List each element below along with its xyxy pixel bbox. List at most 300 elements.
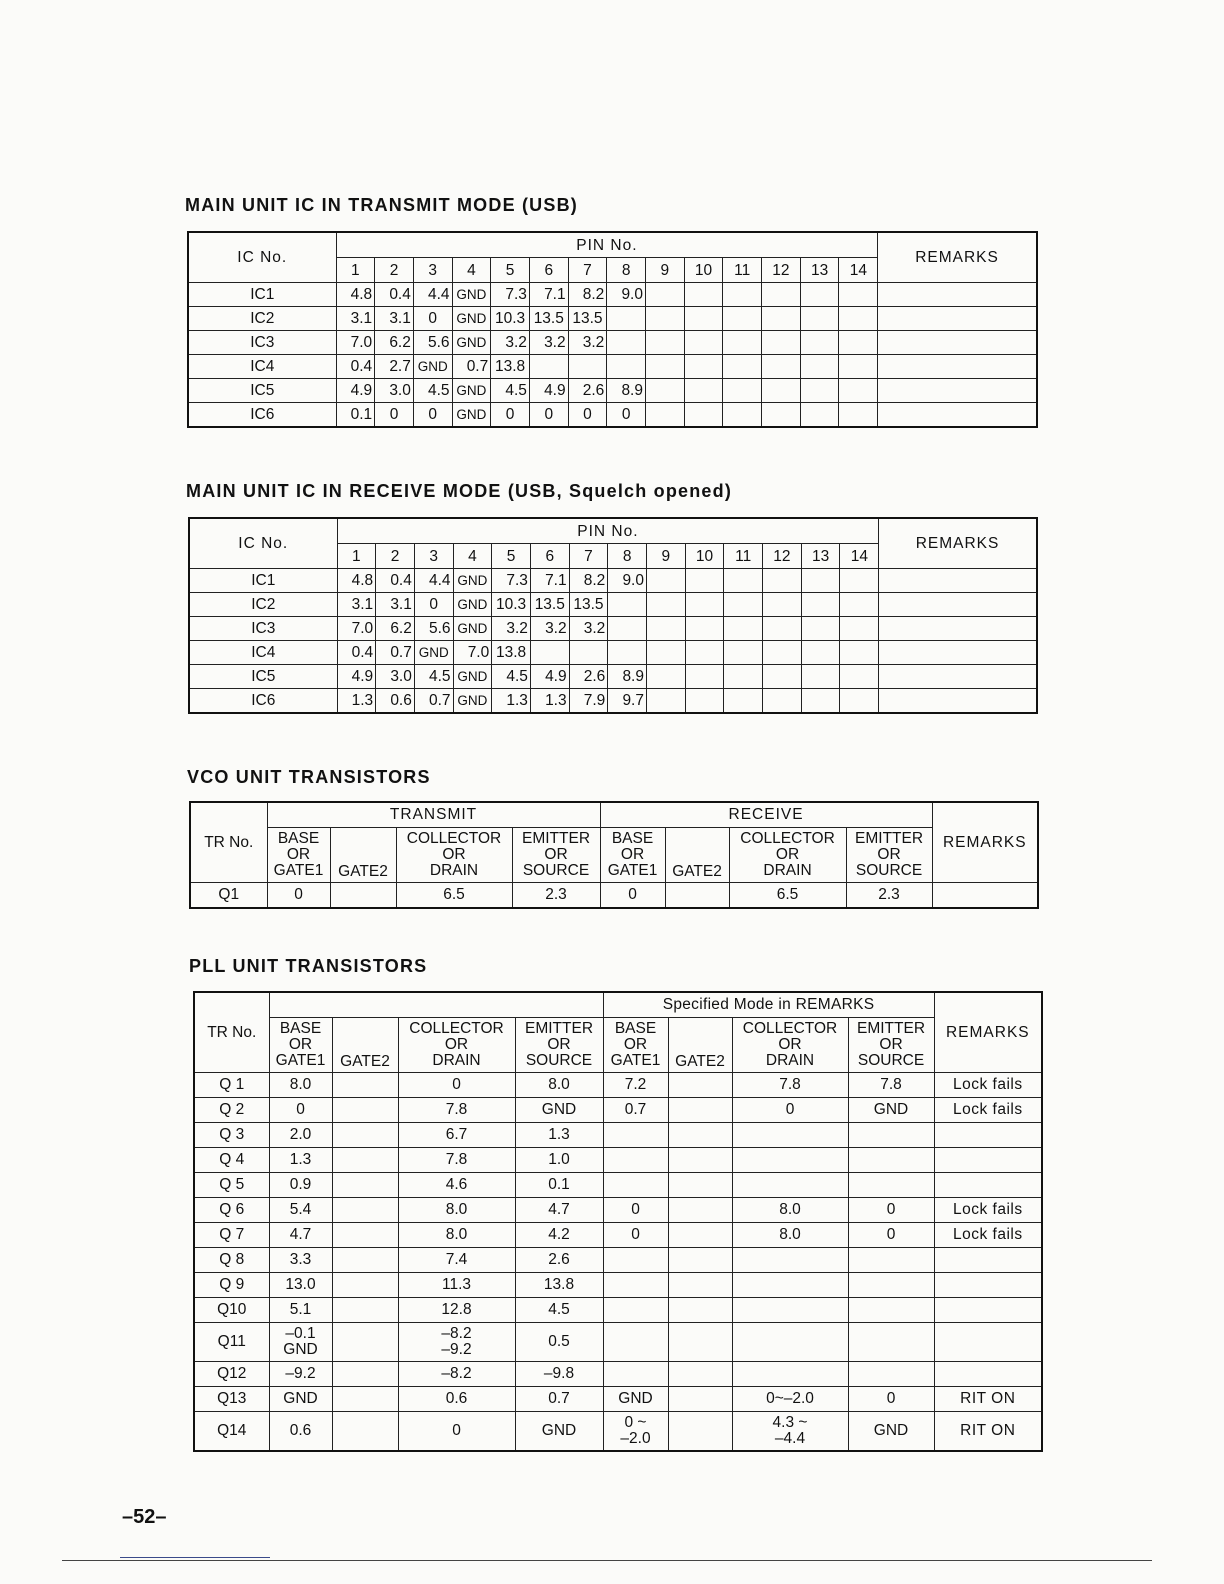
pin-value: 0 bbox=[375, 403, 414, 428]
rx-table-title: MAIN UNIT IC IN RECEIVE MODE (USB, Squelch opened) bbox=[186, 481, 733, 501]
pin-value bbox=[646, 307, 685, 331]
pin-value bbox=[685, 689, 724, 714]
pin-value: 3.2 bbox=[568, 331, 607, 355]
value-cell bbox=[332, 1173, 398, 1198]
pin-value: 10.3 bbox=[492, 593, 531, 617]
pin-value: 6.2 bbox=[375, 331, 414, 355]
pin-value: GND bbox=[453, 689, 492, 714]
tr-number: Q 5 bbox=[194, 1173, 269, 1198]
base-or-gate1-header-line: BASE bbox=[611, 830, 654, 847]
pin-value: 0 bbox=[568, 403, 607, 428]
value-cell: 0 bbox=[267, 883, 330, 909]
table-row bbox=[188, 379, 1037, 403]
value-cell bbox=[668, 1298, 732, 1323]
value-cell bbox=[732, 1148, 848, 1173]
base-or-gate1-header bbox=[603, 1018, 668, 1073]
value-cell bbox=[668, 1412, 732, 1452]
pin-value: 0.4 bbox=[336, 355, 375, 379]
emitter-or-source-header bbox=[512, 828, 600, 883]
pin-number: 14 bbox=[840, 544, 879, 569]
emitter-or-source-header-line: OR bbox=[547, 1036, 571, 1053]
ic-number: IC1 bbox=[189, 569, 337, 593]
pin-value: 4.4 bbox=[414, 569, 453, 593]
pin-value: 13.5 bbox=[568, 307, 607, 331]
collector-or-drain-header-line: OR bbox=[778, 1036, 802, 1053]
pin-value: 10.3 bbox=[491, 307, 530, 331]
pin-value bbox=[607, 307, 646, 331]
pin-value bbox=[762, 307, 801, 331]
pin-value bbox=[569, 641, 608, 665]
pin-value: 3.1 bbox=[375, 307, 414, 331]
pin-value: 7.9 bbox=[569, 689, 608, 714]
pin-value bbox=[684, 331, 723, 355]
remarks-cell bbox=[934, 1362, 1042, 1387]
pin-value bbox=[647, 569, 686, 593]
base-or-gate1-header-line: OR bbox=[288, 1036, 313, 1053]
value-cell: 8.0 bbox=[732, 1198, 848, 1223]
pin-value bbox=[723, 355, 762, 379]
table-row bbox=[194, 1073, 1042, 1098]
value-cell bbox=[332, 1387, 398, 1412]
pin-value: 4.9 bbox=[336, 379, 375, 403]
value-cell: 7.8 bbox=[848, 1073, 934, 1098]
pin-value bbox=[762, 331, 801, 355]
emitter-or-source-header-line: EMITTER bbox=[522, 830, 591, 847]
pin-value: GND bbox=[453, 665, 492, 689]
pin-value: 0 bbox=[491, 403, 530, 428]
pin-value: 13.5 bbox=[569, 593, 608, 617]
value-cell bbox=[603, 1148, 668, 1173]
table-row bbox=[194, 1298, 1042, 1323]
pin-value: 3.2 bbox=[491, 331, 530, 355]
pin-value: 7.3 bbox=[491, 283, 530, 307]
pin-value bbox=[801, 593, 840, 617]
pin-value: 5.6 bbox=[414, 617, 453, 641]
tr-number: Q10 bbox=[194, 1298, 269, 1323]
pin-value bbox=[762, 379, 801, 403]
value-cell: 4.2 bbox=[515, 1223, 603, 1248]
remarks-cell bbox=[878, 307, 1037, 331]
value-cell: 1.3 bbox=[515, 1123, 603, 1148]
pin-value bbox=[685, 593, 724, 617]
value-cell: 4.3 ~ –4.4 bbox=[732, 1412, 848, 1452]
value-cell: 8.0 bbox=[398, 1223, 515, 1248]
tr-number: Q 3 bbox=[194, 1123, 269, 1148]
pin-value: 2.6 bbox=[568, 379, 607, 403]
ic-number: IC3 bbox=[189, 617, 337, 641]
pin-value: 0.7 bbox=[376, 641, 415, 665]
collector-or-drain-header-line: OR bbox=[444, 1036, 469, 1053]
pin-value: 8.2 bbox=[569, 569, 608, 593]
column-header-row bbox=[190, 828, 1038, 883]
table-row bbox=[194, 1387, 1042, 1412]
pin-number: 8 bbox=[607, 258, 646, 283]
pin-number: 13 bbox=[800, 258, 839, 283]
pin-value: 3.1 bbox=[336, 307, 375, 331]
pin-value bbox=[763, 641, 802, 665]
collector-or-drain-header bbox=[732, 1018, 848, 1073]
pin-value bbox=[608, 641, 647, 665]
remarks-cell: Lock fails bbox=[934, 1223, 1042, 1248]
tr-number: Q 8 bbox=[194, 1248, 269, 1273]
tr-number: Q 7 bbox=[194, 1223, 269, 1248]
pin-value bbox=[724, 569, 763, 593]
pin-value: 3.1 bbox=[376, 593, 415, 617]
pin-value: 2.6 bbox=[569, 665, 608, 689]
emitter-or-source-header-line: OR bbox=[879, 1036, 903, 1053]
value-cell bbox=[668, 1387, 732, 1412]
value-cell: 0.6 bbox=[269, 1412, 332, 1452]
value-cell bbox=[732, 1362, 848, 1387]
value-cell: 0 bbox=[398, 1073, 515, 1098]
remarks-cell bbox=[878, 379, 1037, 403]
pin-value bbox=[763, 593, 802, 617]
collector-or-drain-header-line: COLLECTOR bbox=[409, 1020, 504, 1037]
pin-value: 9.0 bbox=[607, 283, 646, 307]
value-cell bbox=[332, 1148, 398, 1173]
vco-table-title: VCO UNIT TRANSISTORS bbox=[187, 767, 431, 787]
value-cell bbox=[332, 1123, 398, 1148]
pin-value: GND bbox=[413, 355, 452, 379]
pin-value bbox=[684, 379, 723, 403]
pin-value bbox=[800, 379, 839, 403]
base-or-gate1-header-line: GATE1 bbox=[273, 862, 324, 879]
pin-value: 1.3 bbox=[530, 689, 569, 714]
collector-or-drain-header bbox=[396, 828, 512, 883]
pin-number: 14 bbox=[839, 258, 878, 283]
pin-value bbox=[724, 617, 763, 641]
value-cell: 0.6 bbox=[398, 1387, 515, 1412]
ic-number: IC1 bbox=[188, 283, 336, 307]
header-row bbox=[189, 518, 1037, 544]
base-or-gate1-header bbox=[269, 1018, 332, 1073]
pin-value bbox=[800, 403, 839, 428]
base-or-gate1-header bbox=[600, 828, 665, 883]
pin-value: 4.5 bbox=[414, 665, 453, 689]
table-row bbox=[194, 1323, 1042, 1362]
pin-value: 7.1 bbox=[530, 569, 569, 593]
value-cell: 7.8 bbox=[398, 1148, 515, 1173]
value-cell bbox=[332, 1412, 398, 1452]
pll-transistor-table bbox=[193, 991, 1043, 1452]
value-cell: 0 bbox=[398, 1412, 515, 1452]
pin-value bbox=[801, 689, 840, 714]
pin-number: 12 bbox=[763, 544, 802, 569]
pin-value bbox=[646, 403, 685, 428]
pin-number: 13 bbox=[801, 544, 840, 569]
pin-number: 12 bbox=[762, 258, 801, 283]
ic-number: IC2 bbox=[189, 593, 337, 617]
table-row bbox=[194, 1098, 1042, 1123]
value-cell bbox=[332, 1248, 398, 1273]
remarks-cell bbox=[878, 355, 1037, 379]
value-cell: 4.5 bbox=[515, 1298, 603, 1323]
pin-value bbox=[724, 665, 763, 689]
value-cell bbox=[332, 1362, 398, 1387]
pin-value bbox=[840, 617, 879, 641]
pin-value bbox=[684, 355, 723, 379]
emitter-or-source-header-line: SOURCE bbox=[525, 1052, 593, 1069]
pin-value: 4.9 bbox=[530, 665, 569, 689]
pin-number: 10 bbox=[684, 258, 723, 283]
emitter-or-source-header-line: EMITTER bbox=[855, 830, 924, 847]
pin-value: 0 bbox=[413, 307, 452, 331]
pin-value: 0 bbox=[414, 593, 453, 617]
pin-number: 2 bbox=[375, 258, 414, 283]
pin-value: 4.8 bbox=[336, 283, 375, 307]
pin-value bbox=[607, 331, 646, 355]
pin-value bbox=[763, 617, 802, 641]
pin-value: 1.3 bbox=[337, 689, 376, 714]
pin-value bbox=[646, 283, 685, 307]
value-cell bbox=[668, 1223, 732, 1248]
pin-value: 0.1 bbox=[336, 403, 375, 428]
pin-value bbox=[685, 665, 724, 689]
pin-value: 1.3 bbox=[492, 689, 531, 714]
pin-value: 13.5 bbox=[529, 307, 568, 331]
value-cell bbox=[668, 1123, 732, 1148]
vco-transistor-table bbox=[189, 801, 1039, 909]
pin-value bbox=[723, 379, 762, 403]
ic-no-header: IC No. bbox=[188, 232, 336, 283]
pin-value: 4.9 bbox=[529, 379, 568, 403]
pin-number: 4 bbox=[453, 544, 492, 569]
tx-ic-table bbox=[187, 231, 1038, 428]
pin-value: 13.8 bbox=[491, 355, 530, 379]
remarks-header: REMARKS bbox=[934, 992, 1042, 1073]
pin-value: 3.0 bbox=[376, 665, 415, 689]
value-cell bbox=[332, 1323, 398, 1362]
value-cell bbox=[603, 1123, 668, 1148]
remarks-cell bbox=[878, 331, 1037, 355]
base-or-gate1-header-line: OR bbox=[286, 846, 311, 863]
tr-number: Q 2 bbox=[194, 1098, 269, 1123]
value-cell: –8.2 bbox=[398, 1362, 515, 1387]
value-cell: GND bbox=[848, 1098, 934, 1123]
value-cell bbox=[603, 1273, 668, 1298]
pll-table-body bbox=[194, 992, 1042, 1451]
value-cell bbox=[332, 1223, 398, 1248]
value-cell: 8.0 bbox=[269, 1073, 332, 1098]
pin-value bbox=[840, 569, 879, 593]
collector-or-drain-header-line: DRAIN bbox=[429, 862, 479, 879]
value-cell: 2.3 bbox=[846, 883, 932, 909]
tr-number: Q 1 bbox=[194, 1073, 269, 1098]
remarks-cell bbox=[879, 569, 1037, 593]
pin-value bbox=[840, 593, 879, 617]
table-row bbox=[194, 1248, 1042, 1273]
pin-value bbox=[647, 593, 686, 617]
value-cell bbox=[668, 1173, 732, 1198]
base-or-gate1-header-line: GATE1 bbox=[610, 1052, 661, 1069]
value-cell: 0 bbox=[848, 1198, 934, 1223]
value-cell bbox=[668, 1073, 732, 1098]
remarks-cell bbox=[879, 665, 1037, 689]
right-mode-header: RECEIVE bbox=[600, 802, 932, 828]
value-cell: 0 bbox=[600, 883, 665, 909]
pin-value: 13.5 bbox=[530, 593, 569, 617]
pin-number: 3 bbox=[414, 544, 453, 569]
value-cell bbox=[732, 1298, 848, 1323]
pin-value: 0.4 bbox=[376, 569, 415, 593]
gate2-header: GATE2 bbox=[665, 828, 729, 883]
value-cell bbox=[732, 1273, 848, 1298]
value-cell: –0.1 GND bbox=[269, 1323, 332, 1362]
pin-value bbox=[762, 283, 801, 307]
pin-value: GND bbox=[452, 379, 491, 403]
pin-number: 4 bbox=[452, 258, 491, 283]
value-cell: 7.8 bbox=[398, 1098, 515, 1123]
value-cell: 7.2 bbox=[603, 1073, 668, 1098]
pin-value bbox=[840, 641, 879, 665]
pin-number: 11 bbox=[724, 544, 763, 569]
base-or-gate1-header-line: BASE bbox=[279, 1020, 322, 1037]
table-row bbox=[194, 1223, 1042, 1248]
value-cell: GND bbox=[269, 1387, 332, 1412]
remarks-cell: Lock fails bbox=[934, 1198, 1042, 1223]
pin-number: 7 bbox=[568, 258, 607, 283]
pin-value bbox=[800, 307, 839, 331]
pin-value bbox=[839, 403, 878, 428]
gate2-header: GATE2 bbox=[330, 828, 396, 883]
pin-value: 5.6 bbox=[413, 331, 452, 355]
emitter-or-source-header-line: OR bbox=[877, 846, 901, 863]
base-or-gate1-header-line: BASE bbox=[277, 830, 320, 847]
table-row bbox=[194, 1273, 1042, 1298]
pin-value bbox=[839, 307, 878, 331]
value-cell: 0 bbox=[848, 1223, 934, 1248]
pin-value bbox=[685, 641, 724, 665]
remarks-cell bbox=[879, 617, 1037, 641]
ic-no-header: IC No. bbox=[189, 518, 337, 569]
pin-value: 9.7 bbox=[608, 689, 647, 714]
value-cell bbox=[732, 1173, 848, 1198]
tr-number: Q 4 bbox=[194, 1148, 269, 1173]
pin-value: 4.5 bbox=[491, 379, 530, 403]
value-cell bbox=[332, 1098, 398, 1123]
tr-number: Q14 bbox=[194, 1412, 269, 1452]
remarks-cell bbox=[934, 1273, 1042, 1298]
pin-value bbox=[647, 665, 686, 689]
value-cell bbox=[848, 1248, 934, 1273]
ic-number: IC2 bbox=[188, 307, 336, 331]
value-cell: 4.7 bbox=[269, 1223, 332, 1248]
pin-value: 6.2 bbox=[376, 617, 415, 641]
value-cell: 8.0 bbox=[398, 1198, 515, 1223]
value-cell: 0 bbox=[732, 1098, 848, 1123]
mode-header-row bbox=[190, 802, 1038, 828]
table-row bbox=[190, 883, 1038, 909]
table-row bbox=[194, 1148, 1042, 1173]
value-cell: 1.3 bbox=[269, 1148, 332, 1173]
pin-number: 1 bbox=[336, 258, 375, 283]
pin-value bbox=[684, 283, 723, 307]
pin-value bbox=[839, 331, 878, 355]
table-row bbox=[189, 641, 1037, 665]
pin-value bbox=[801, 665, 840, 689]
pin-value bbox=[685, 617, 724, 641]
pin-value: 0.6 bbox=[376, 689, 415, 714]
collector-or-drain-header-line: DRAIN bbox=[763, 862, 812, 879]
ic-number: IC6 bbox=[189, 689, 337, 714]
pin-value bbox=[762, 403, 801, 428]
bottom-rule bbox=[62, 1560, 1152, 1561]
pin-value bbox=[801, 641, 840, 665]
collector-or-drain-header-line: OR bbox=[775, 846, 800, 863]
pin-value: 3.2 bbox=[530, 617, 569, 641]
value-cell bbox=[332, 1073, 398, 1098]
tr-no-header: TR No. bbox=[190, 802, 267, 883]
pin-value: 3.2 bbox=[492, 617, 531, 641]
pin-value: GND bbox=[452, 283, 491, 307]
remarks-cell: RIT ON bbox=[934, 1412, 1042, 1452]
tx-ic-table-body bbox=[188, 232, 1037, 427]
gate2-header: GATE2 bbox=[332, 1018, 398, 1073]
value-cell: 2.0 bbox=[269, 1123, 332, 1148]
pin-number: 10 bbox=[685, 544, 724, 569]
value-cell: 2.3 bbox=[512, 883, 600, 909]
value-cell bbox=[668, 1323, 732, 1362]
remarks-cell: RIT ON bbox=[934, 1387, 1042, 1412]
pin-value: 7.0 bbox=[336, 331, 375, 355]
pin-no-header: PIN No. bbox=[336, 232, 878, 258]
collector-or-drain-header-line: COLLECTOR bbox=[742, 1020, 838, 1037]
value-cell: 6.7 bbox=[398, 1123, 515, 1148]
table-row bbox=[194, 1198, 1042, 1223]
value-cell: 13.8 bbox=[515, 1273, 603, 1298]
pin-value: 4.8 bbox=[337, 569, 376, 593]
pin-value bbox=[801, 617, 840, 641]
base-or-gate1-header-line: OR bbox=[620, 846, 645, 863]
value-cell bbox=[332, 1298, 398, 1323]
emitter-or-source-header-line: EMITTER bbox=[857, 1020, 926, 1037]
table-row bbox=[189, 665, 1037, 689]
remarks-cell bbox=[934, 1123, 1042, 1148]
pin-value: GND bbox=[453, 569, 492, 593]
pin-value bbox=[723, 331, 762, 355]
pin-value: 7.0 bbox=[337, 617, 376, 641]
value-cell: 6.5 bbox=[396, 883, 512, 909]
header-row bbox=[188, 232, 1037, 258]
pin-value: 3.0 bbox=[375, 379, 414, 403]
pin-value bbox=[647, 689, 686, 714]
bottom-rule-accent bbox=[120, 1557, 270, 1558]
value-cell: 8.0 bbox=[732, 1223, 848, 1248]
table-row bbox=[189, 569, 1037, 593]
pin-number: 9 bbox=[646, 258, 685, 283]
page-number: –52– bbox=[122, 1506, 167, 1528]
pin-number: 1 bbox=[337, 544, 376, 569]
pin-number: 5 bbox=[491, 258, 530, 283]
collector-or-drain-header-line: DRAIN bbox=[432, 1052, 481, 1069]
value-cell: 2.6 bbox=[515, 1248, 603, 1273]
pin-value: GND bbox=[453, 617, 492, 641]
collector-or-drain-header bbox=[398, 1018, 515, 1073]
pin-value: 3.1 bbox=[337, 593, 376, 617]
pin-value: 4.5 bbox=[492, 665, 531, 689]
emitter-or-source-header bbox=[515, 1018, 603, 1073]
table-row bbox=[194, 1362, 1042, 1387]
value-cell: 7.8 bbox=[732, 1073, 848, 1098]
tr-number: Q 9 bbox=[194, 1273, 269, 1298]
pin-value bbox=[684, 403, 723, 428]
table-row bbox=[188, 355, 1037, 379]
collector-or-drain-header-line: DRAIN bbox=[765, 1052, 815, 1069]
value-cell: GND bbox=[515, 1098, 603, 1123]
pin-number: 8 bbox=[608, 544, 647, 569]
value-cell bbox=[603, 1323, 668, 1362]
tr-number: Q1 bbox=[190, 883, 267, 909]
